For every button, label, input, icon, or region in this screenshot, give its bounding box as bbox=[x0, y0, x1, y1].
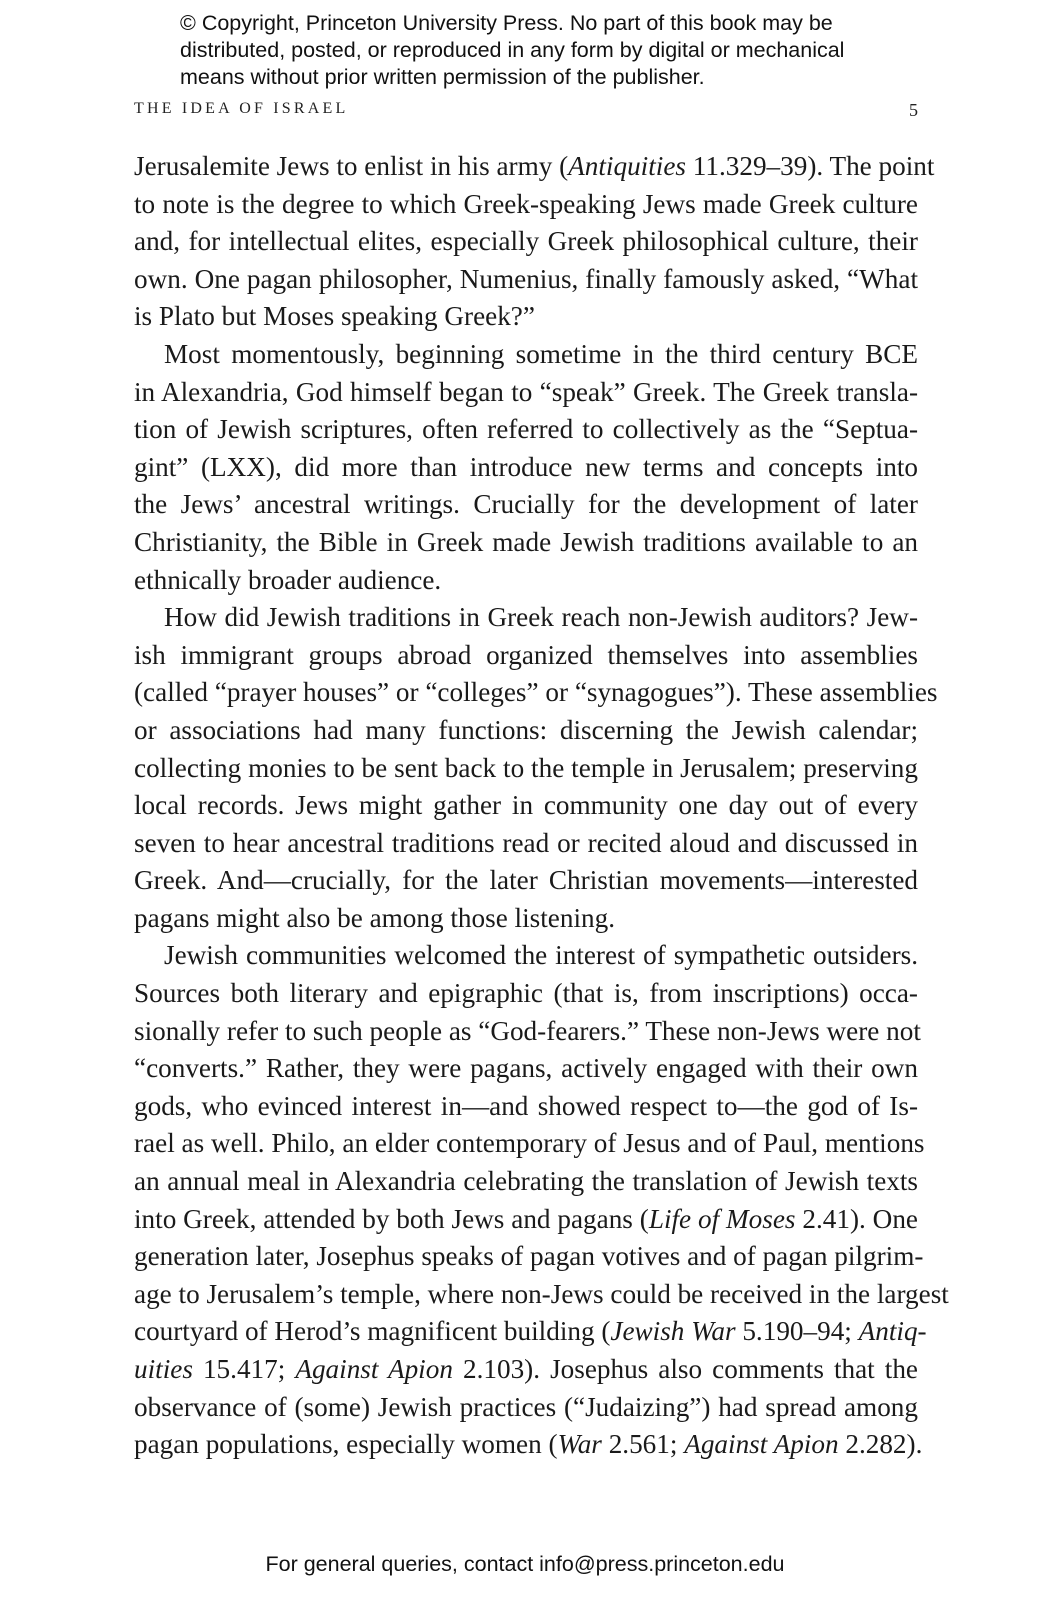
copyright-line: © Copyright, Princeton University Press. No part of this book may be bbox=[180, 11, 833, 35]
text-segment: 2.282). bbox=[838, 1429, 923, 1460]
text-line: collecting monies to be sent back to the temple in Jerusalem; preserving bbox=[134, 752, 918, 783]
text-line: “converts.” Rather, they were pagans, actively engaged with their own bbox=[134, 1053, 918, 1084]
text-segment: 11.329–39). The point bbox=[685, 151, 935, 181]
text-line: is Plato but Moses speaking Greek?” bbox=[134, 301, 535, 332]
text-line bbox=[134, 1313, 927, 1351]
text-segment: pagan populations, especially women ( bbox=[134, 1429, 558, 1460]
text-line bbox=[134, 1201, 918, 1239]
text-segment: into Greek, attended by both Jews and pagans ( bbox=[134, 1203, 649, 1234]
citation-title: Against Apion bbox=[295, 1354, 453, 1384]
text-line: Jewish communities welcomed the interest of sympathetic outsiders. bbox=[164, 940, 918, 971]
text-line: own. One pagan philosopher, Numenius, finally famously asked, “What bbox=[134, 263, 918, 294]
text-line: ish immigrant groups abroad organized themselves into assemblies bbox=[134, 639, 918, 670]
citation-title: War bbox=[557, 1429, 602, 1460]
text-line: rael as well. Philo, an elder contemporary of Jesus and of Paul, mentions bbox=[134, 1128, 925, 1159]
copyright-line: means without prior written permission of the publisher. bbox=[180, 65, 705, 89]
text-line: Greek. And—crucially, for the later Christian movements—interested bbox=[134, 865, 918, 896]
text-line: in Alexandria, God himself began to “speak” Greek. The Greek transla- bbox=[134, 376, 918, 407]
text-segment: Jerusalemite Jews to enlist in his army ( bbox=[134, 151, 569, 181]
text-line: generation later, Josephus speaks of pagan votives and of pagan pilgrim- bbox=[134, 1241, 924, 1272]
text-line: seven to hear ancestral traditions read or recited aloud and discussed in bbox=[134, 827, 918, 858]
text-line: Sources both literary and epigraphic (that is, from inscriptions) occa- bbox=[134, 978, 918, 1009]
body-text bbox=[134, 148, 949, 1464]
text-line: or associations had many functions: discerning the Jewish calendar; bbox=[134, 714, 918, 745]
text-line: to note is the degree to which Greek-speaking Jews made Greek culture bbox=[134, 188, 918, 219]
text-line: How did Jewish traditions in Greek reach non-Jewish auditors? Jew- bbox=[164, 602, 918, 633]
citation-title: Jewish War bbox=[610, 1316, 736, 1347]
citation-title: Life of Moses bbox=[648, 1203, 796, 1234]
citation-title: uities bbox=[134, 1354, 193, 1384]
text-line: local records. Jews might gather in community one day out of every bbox=[134, 790, 918, 821]
text-line: Christianity, the Bible in Greek made Jewish traditions available to an bbox=[134, 526, 918, 557]
citation-title: Antiquities bbox=[568, 151, 686, 181]
citation-title: Antiq- bbox=[858, 1316, 927, 1347]
text-segment: 15.417; bbox=[192, 1354, 296, 1384]
text-line: (called “prayer houses” or “colleges” or “synagogues”). These assemblies bbox=[134, 677, 938, 708]
text-segment: 2.561; bbox=[601, 1429, 685, 1460]
text-segment: 2.103). Josephus also comments that the bbox=[452, 1354, 919, 1384]
text-line bbox=[134, 1351, 918, 1389]
text-line: ethnically broader audience. bbox=[134, 564, 442, 595]
page-number: 5 bbox=[909, 100, 918, 120]
text-segment: 5.190–94; bbox=[735, 1316, 859, 1347]
text-line: the Jews’ ancestral writings. Crucially for the development of later bbox=[134, 489, 918, 520]
text-line bbox=[134, 1426, 923, 1464]
text-line: gint” (LXX), did more than introduce new terms and concepts into bbox=[134, 451, 918, 482]
text-line: gods, who evinced interest in—and showed respect to—the god of Is- bbox=[134, 1090, 918, 1121]
text-segment: 2.41). One bbox=[795, 1203, 918, 1234]
text-line: Most momentously, beginning sometime in the third century BCE bbox=[164, 338, 918, 369]
text-line: an annual meal in Alexandria celebrating the translation of Jewish texts bbox=[134, 1166, 918, 1197]
text-line: sionally refer to such people as “God-fearers.” These non-Jews were not bbox=[134, 1015, 921, 1046]
text-line: age to Jerusalem’s temple, where non-Jews could be received in the largest bbox=[134, 1278, 949, 1309]
text-line: tion of Jewish scriptures, often referred to collectively as the “Septua- bbox=[134, 414, 918, 445]
footer-contact: For general queries, contact info@press.princeton.edu bbox=[265, 1552, 785, 1576]
copyright-line: distributed, posted, or reproduced in any form by digital or mechanical bbox=[180, 38, 845, 62]
copyright-notice bbox=[180, 10, 940, 91]
running-head bbox=[134, 100, 918, 124]
running-head-title: THE IDEA OF ISRAEL bbox=[134, 100, 349, 117]
text-line: and, for intellectual elites, especially Greek philosophical culture, their bbox=[134, 226, 918, 257]
text-line: pagans might also be among those listening. bbox=[134, 902, 615, 933]
citation-title: Against Apion bbox=[684, 1429, 839, 1460]
text-line: observance of (some) Jewish practices (“Judaizing”) had spread among bbox=[134, 1391, 918, 1422]
text-segment: courtyard of Herod’s magnificent building ( bbox=[134, 1316, 611, 1347]
text-line bbox=[134, 148, 935, 186]
